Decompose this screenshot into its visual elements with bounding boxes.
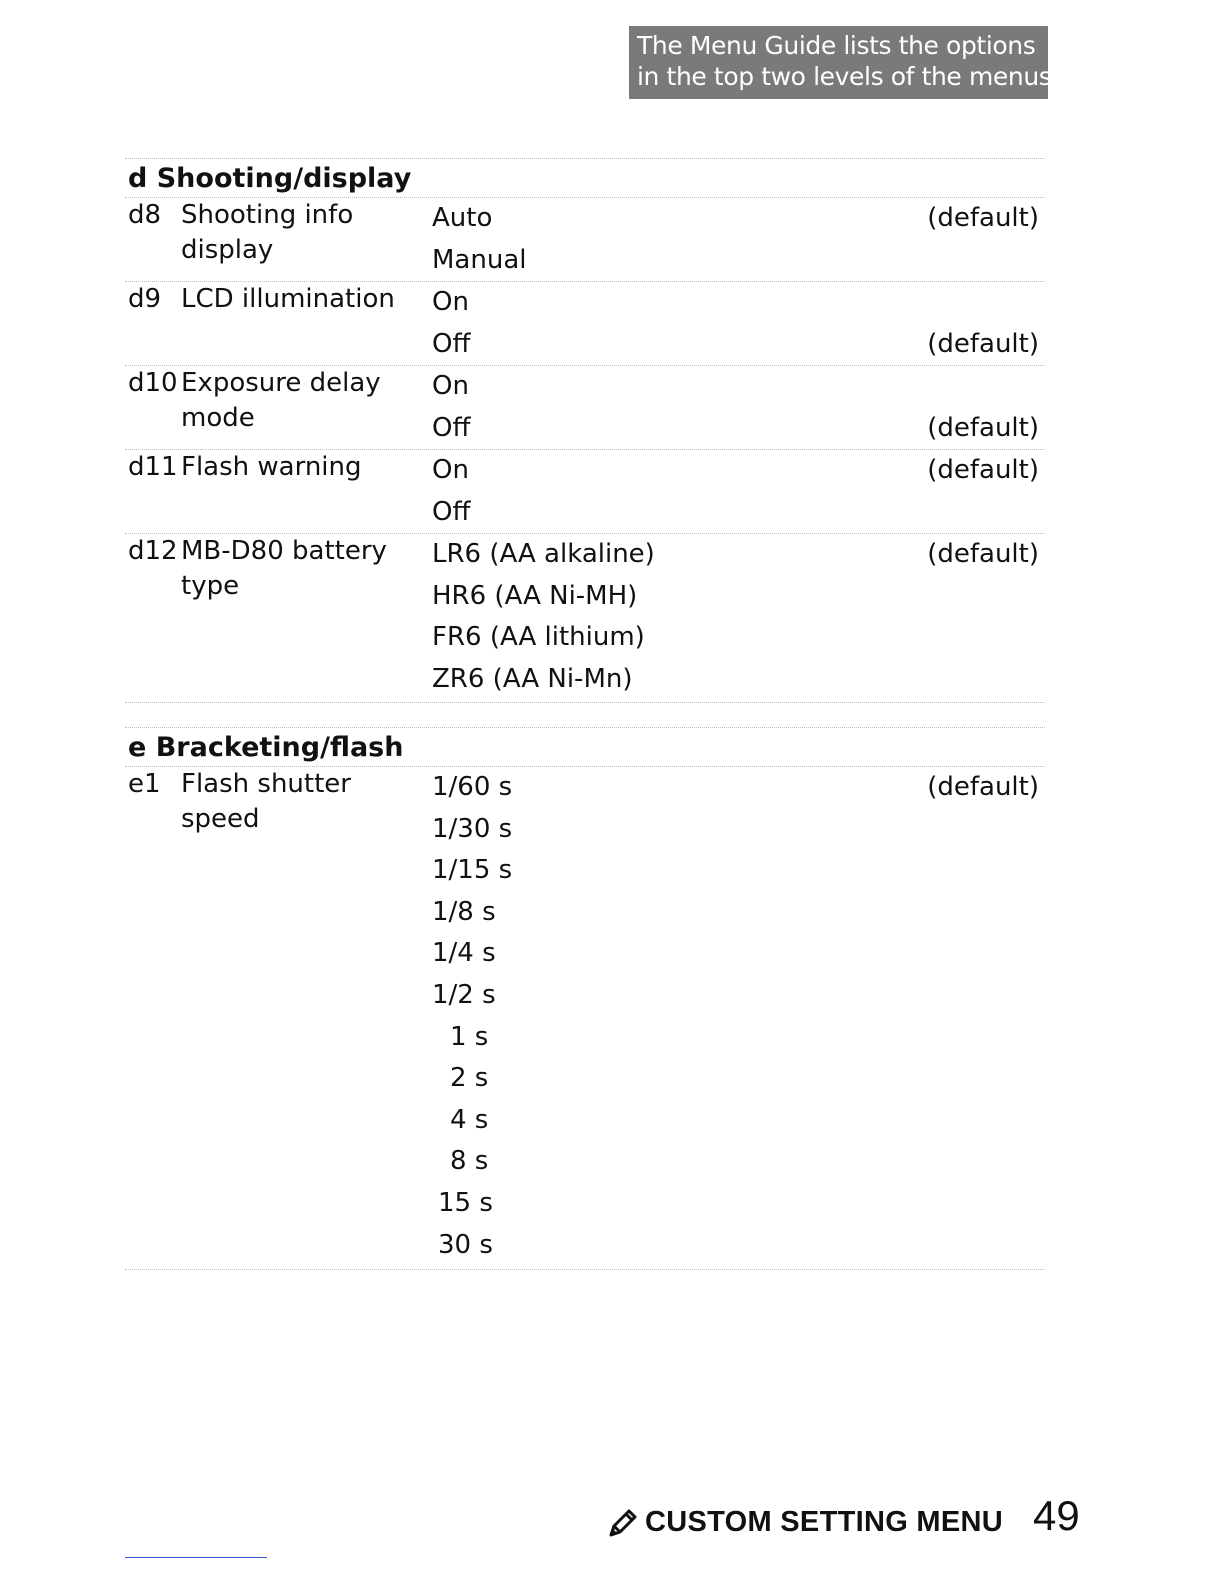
option-item: Off (default) — [432, 408, 1045, 450]
row-label: Exposure delay mode — [181, 368, 381, 433]
menu-row-d12 — [125, 534, 1045, 703]
row-code: d10 — [128, 368, 178, 398]
option-item: Off (default) — [432, 324, 1045, 366]
menu-row-d8 — [125, 198, 1045, 282]
option-item: 8 s — [450, 1146, 489, 1177]
option-item: HR6 (AA Ni-MH) — [432, 580, 638, 611]
option-item: Off — [432, 496, 471, 527]
option-item: On — [432, 287, 469, 317]
row-label: LCD illumination — [181, 284, 395, 314]
option-item: ZR6 (AA Ni-Mn) — [432, 663, 633, 694]
banner-line-1: The Menu Guide lists the options — [637, 31, 1036, 60]
option-item: 1/2 s — [432, 979, 496, 1010]
row-code: d9 — [128, 284, 162, 314]
footer-title: CUSTOM SETTING MENU — [645, 1506, 1004, 1538]
option-item: 1/60 s (default) — [432, 767, 1045, 809]
menu-row-d11 — [125, 450, 1045, 534]
row-label: Shooting info display — [181, 200, 354, 265]
default-marker: (default) — [927, 328, 1039, 359]
option-item: 1/15 s — [432, 855, 513, 886]
page-footer — [605, 1492, 1085, 1552]
row-label: MB-D80 battery type — [181, 536, 387, 601]
option-item: FR6 (AA lithium) — [432, 622, 645, 653]
default-marker: (default) — [927, 772, 1039, 802]
option-item: Auto (default) — [432, 198, 1045, 240]
default-marker: (default) — [927, 455, 1039, 485]
page-number: 49 — [1033, 1492, 1080, 1539]
menu-row-e1 — [125, 767, 1045, 1270]
divider-line — [125, 1557, 267, 1558]
row-label: Flash warning — [181, 452, 362, 482]
default-marker: (default) — [927, 412, 1039, 443]
row-code: e1 — [128, 769, 161, 799]
row-code: d12 — [128, 536, 178, 566]
option-item: 2 s — [450, 1063, 489, 1094]
row-code: d11 — [128, 452, 178, 482]
menu-row-d9 — [125, 282, 1045, 366]
default-marker: (default) — [927, 539, 1039, 569]
option-item: 1/8 s — [432, 896, 496, 927]
option-item: 4 s — [450, 1104, 489, 1135]
option-item: 1/30 s — [432, 813, 513, 844]
section-shooting-display — [125, 158, 1045, 703]
menu-guide-banner — [629, 26, 1059, 99]
row-label: Flash shutter speed — [181, 769, 351, 834]
option-item: On — [432, 371, 469, 401]
section-title: e Bracketing/flash — [125, 727, 1045, 767]
section-title: d Shooting/display — [125, 158, 1045, 198]
option-item: 1/4 s — [432, 938, 496, 969]
option-item: Manual — [432, 244, 527, 275]
option-item: 30 s — [438, 1229, 493, 1260]
option-item: On (default) — [432, 450, 1045, 492]
pencil-icon — [605, 1507, 639, 1541]
menu-row-d10 — [125, 366, 1045, 450]
option-item: LR6 (AA alkaline) (default) — [432, 534, 1045, 576]
row-code: d8 — [128, 200, 162, 230]
option-item: 15 s — [438, 1187, 493, 1218]
default-marker: (default) — [927, 203, 1039, 233]
section-bracketing-flash — [125, 727, 1045, 1270]
option-item: 1 s — [450, 1021, 489, 1052]
banner-line-2: in the top two levels of the menus. — [637, 62, 1059, 91]
